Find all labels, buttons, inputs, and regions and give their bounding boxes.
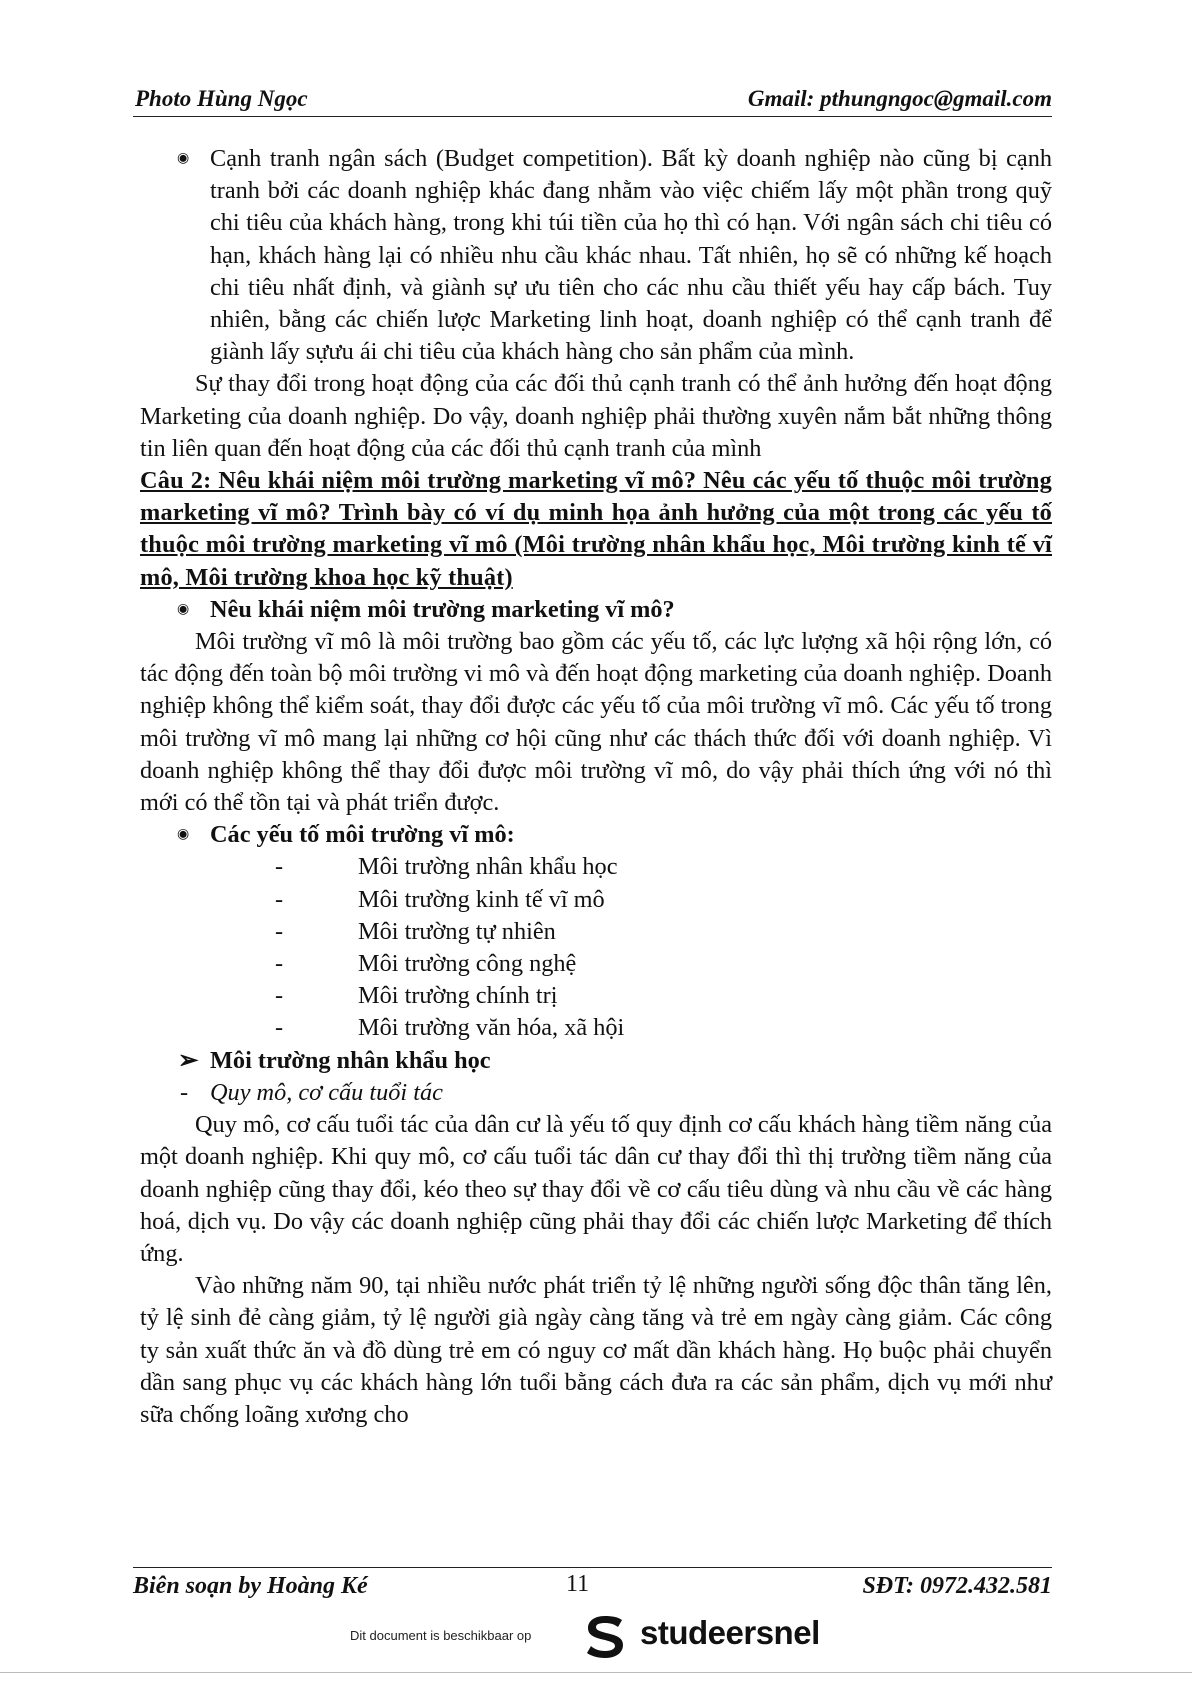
bullet-budget-competition — [140, 143, 1052, 368]
scan-edge — [0, 1672, 1192, 1686]
heading-concept-text: Nêu khái niệm môi trường marketing vĩ mô? — [210, 595, 675, 623]
footer-phone: SĐT: 0972.432.581 — [862, 1573, 1052, 1599]
page-footer — [133, 1573, 1052, 1607]
heading-demographic-text: Môi trường nhân khẩu học — [210, 1046, 491, 1074]
factors-list — [140, 851, 1052, 1044]
studeersnel-banner[interactable] — [350, 1610, 850, 1660]
page-header — [133, 82, 1052, 117]
bullet-icon: ◉ — [177, 601, 190, 617]
page-number: 11 — [566, 1571, 590, 1597]
heading-factors-text: Các yếu tố môi trường vĩ mô: — [210, 821, 515, 849]
heading-demographic — [140, 1045, 1052, 1077]
paragraph-scale: Quy mô, cơ cấu tuổi tác của dân cư là yếu tố quy định cơ cấu khách hàng tiềm năng của một doanh nghiệp. Khi quy mô, cơ cấu tuổi tác dân cư thay đổi thì thị trường tiềm năng của doanh nghiệp cũng thay đổi, kéo theo sự thay đổi về cơ cấu tiêu dùng và nhu cầu về các hàng hoá, dịch vụ. Do vậy các doanh nghiệp cũng phải thay đổi các chiến lược Marketing để thích ứng. — [140, 1111, 1052, 1267]
question-2: Câu 2: Nêu khái niệm môi trường marketing vĩ mô? Nêu các yếu tố thuộc môi trường marketing vĩ mô? Trình bày có ví dụ minh họa ảnh hưởng của một trong các yếu tố thuộc môi trường marketing vĩ mô (Môi trường nhân khẩu học, Môi trường kinh tế vĩ mô, Môi trường khoa học kỹ thuật) — [140, 467, 1052, 591]
list-item: - Môi trường chính trị — [275, 982, 558, 1010]
bullet-icon: ◉ — [177, 151, 190, 166]
list-item: - Môi trường kinh tế vĩ mô — [275, 885, 605, 913]
header-left: Photo Hùng Ngọc — [135, 86, 308, 111]
bullet-icon: ◉ — [177, 827, 190, 843]
item-scale-text: Quy mô, cơ cấu tuổi tác — [210, 1078, 443, 1106]
heading-factors — [140, 819, 1052, 851]
page-content — [140, 143, 1052, 1431]
footer-author: Biên soạn by Hoàng Ké — [133, 1573, 368, 1599]
studeersnel-logo-icon — [585, 1614, 625, 1658]
item-scale: - Quy mô, cơ cấu tuổi tác — [180, 1078, 443, 1106]
list-item: - Môi trường công nghệ — [275, 950, 577, 978]
heading-concept — [140, 594, 1052, 626]
header-email: Gmail: pthungngoc@gmail.com — [747, 86, 1052, 111]
footer-divider — [133, 1567, 1052, 1568]
paragraph-90s: Vào những năm 90, tại nhiều nước phát triển tỷ lệ những người sống độc thân tăng lên, tỷ lệ sinh đẻ càng giảm, tỷ lệ người già ngày càng tăng và trẻ em ngày càng giảm. Các công ty sản xuất thức ăn và đồ dùng trẻ em có nguy cơ mất dần khách hàng. Họ buộc phải chuyển dần sang phục vụ các khách hàng lớn tuổi bằng cách đưa ra các sản phẩm, dịch vụ mới như sữa chống loãng xương cho — [140, 1272, 1052, 1428]
bullet-budget-text: Cạnh tranh ngân sách (Budget competition). Bất kỳ doanh nghiệp nào cũng bị cạnh tranh bởi các doanh nghiệp khác đang nhằm vào việc chiếm lấy một phần trong quỹ chi tiêu của khách hàng, trong khi túi tiền của họ thì có hạn. Với ngân sách chi tiêu có hạn, khách hàng lại có nhiều nhu cầu khác nhau. Tất nhiên, họ sẽ có những kế hoạch chi tiêu nhất định, và giành sự ưu tiên cho các nhu cầu thiết yếu hay cấp bách. Tuy nhiên, bằng các chiến lược Marketing linh hoạt, doanh nghiệp có thể cạnh tranh để giành lấy sựưu ái chi tiêu của khách hàng cho sản phẩm của mình. — [210, 145, 1052, 366]
brand-name: studeersnel — [640, 1614, 820, 1651]
list-item: - Môi trường văn hóa, xã hội — [275, 1014, 625, 1042]
list-item: - Môi trường nhân khẩu học — [275, 853, 618, 881]
list-item: - Môi trường tự nhiên — [275, 917, 556, 945]
arrow-icon: ➢ — [178, 1046, 199, 1074]
paragraph-competitors: Sự thay đổi trong hoạt động của các đối thủ cạnh tranh có thể ảnh hưởng đến hoạt động Marketing của doanh nghiệp. Do vậy, doanh nghiệp phải thường xuyên nắm bắt những thông tin liên quan đến hoạt động của các đối thủ cạnh tranh của mình — [140, 370, 1052, 462]
paragraph-concept: Môi trường vĩ mô là môi trường bao gồm các yếu tố, các lực lượng xã hội rộng lớn, có tác động đến toàn bộ môi trường vi mô và đến hoạt động marketing của doanh nghiệp. Doanh nghiệp không thể kiểm soát, thay đổi được các yếu tố của môi trường vĩ mô. Các yếu tố trong môi trường vĩ mô mang lại những cơ hội cũng như các thách thức đối với doanh nghiệp. Vì doanh nghiệp không thể thay đổi được môi trường vĩ mô, do vậy phải thích ứng với nó thì mới có thể tồn tại và phát triển được. — [140, 628, 1052, 817]
availability-text: Dit document is beschikbaar op — [350, 1628, 532, 1643]
